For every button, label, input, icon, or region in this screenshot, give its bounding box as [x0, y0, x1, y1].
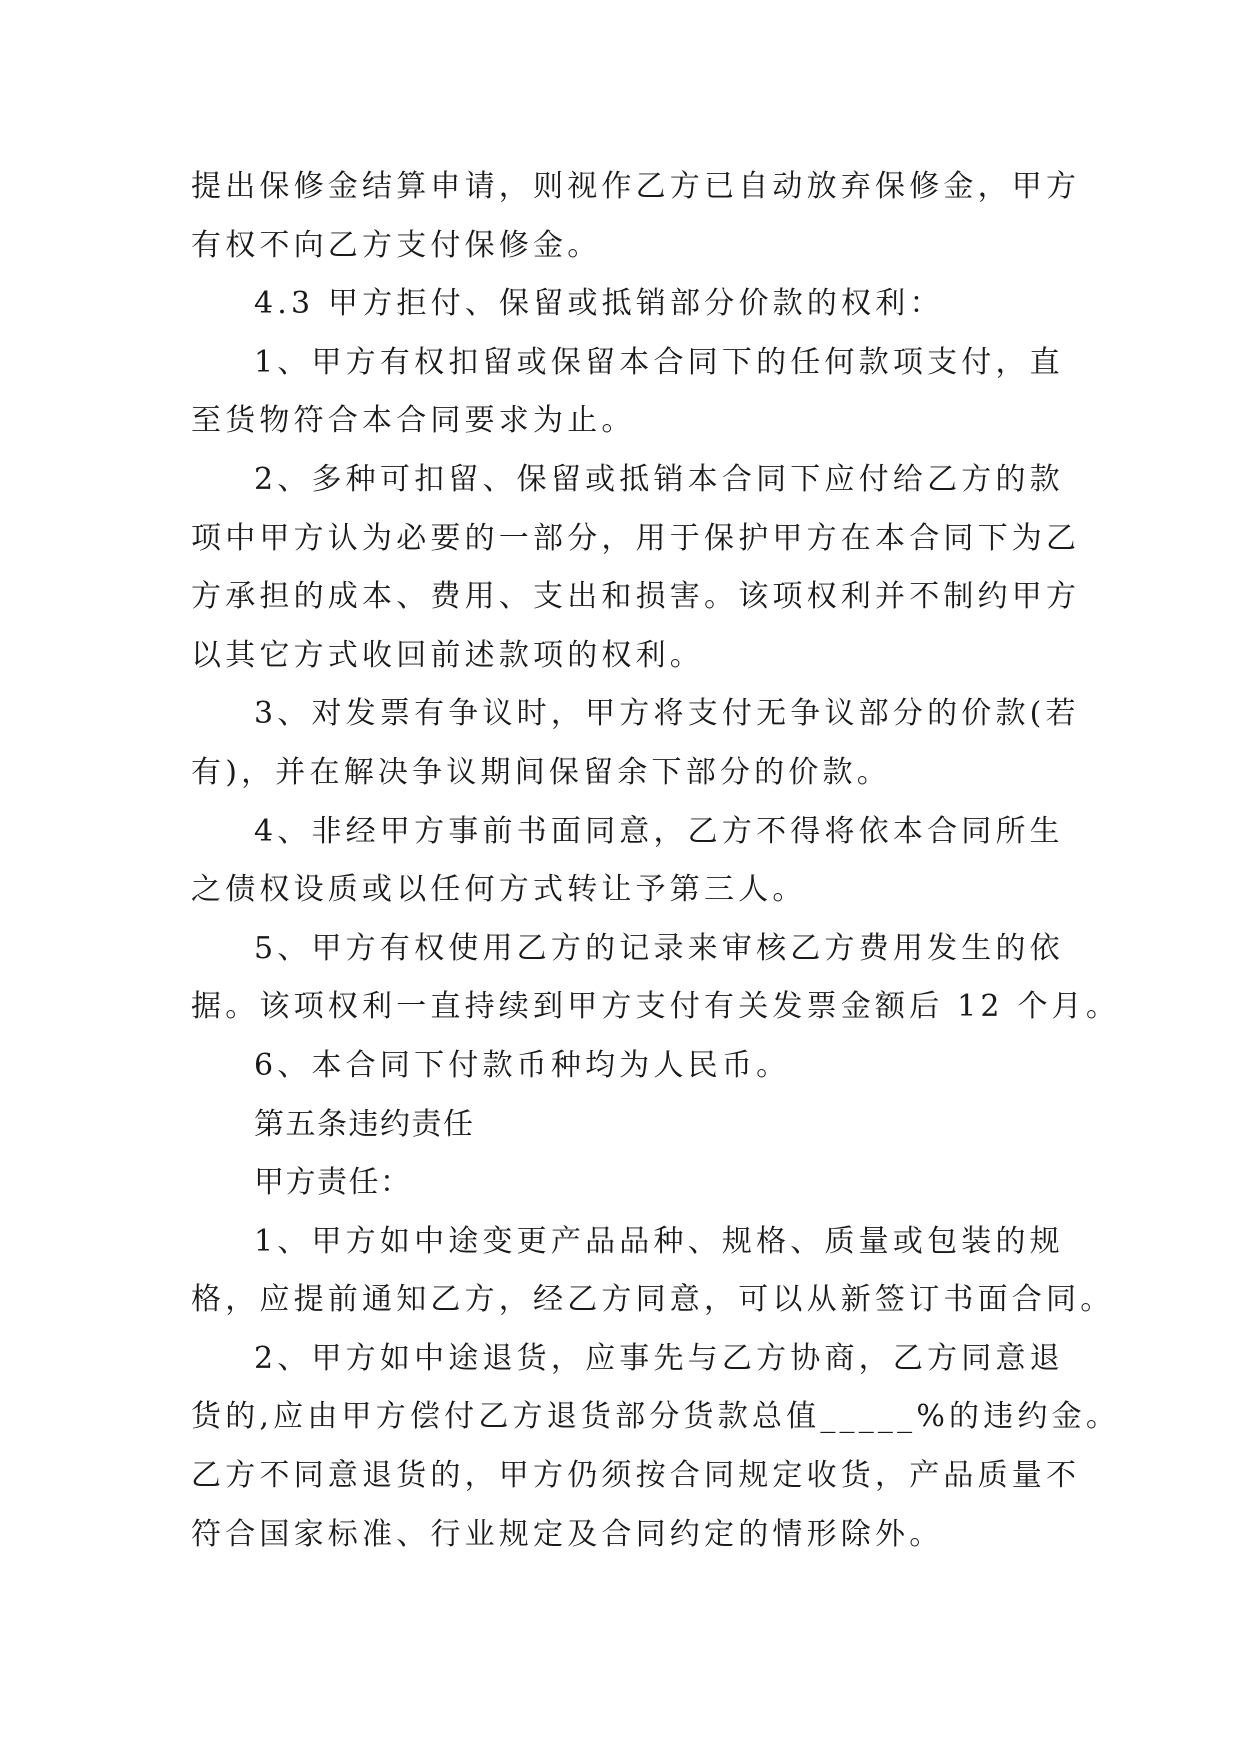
document-body — [191, 158, 1121, 1564]
section-title-4-3: 4.3 甲方拒付、保留或抵销部分价款的权利： — [254, 286, 944, 322]
clause-3-line: 有)，并在解决争议期间保留余下部分的价款。 — [191, 754, 891, 790]
clause-2-line: 项中甲方认为必要的一部分，用于保护甲方在本合同下为乙 — [191, 520, 1081, 556]
liability-1-line: 格，应提前通知乙方，经乙方同意，可以从新签订书面合同。 — [191, 1282, 1115, 1318]
clause-5-line: 据。该项权利一直持续到甲方支付有关发票金额后 12 个月。 — [191, 989, 1121, 1025]
clause-2-line: 以其它方式收回前述款项的权利。 — [191, 637, 704, 673]
clause-5-line: 5、甲方有权使用乙方的记录来审核乙方费用发生的依 — [254, 930, 1064, 966]
clause-1-line: 至货物符合本合同要求为止。 — [191, 403, 636, 439]
clause-4-line: 之债权设质或以任何方式转让予第三人。 — [191, 872, 807, 908]
article-5-heading: 第五条违约责任 — [254, 1106, 475, 1142]
liability-2-line: 乙方不同意退货的，甲方仍须按合同规定收货，产品质量不 — [191, 1458, 1081, 1494]
liability-2-line: 符合国家标准、行业规定及合同约定的情形除外。 — [191, 1516, 944, 1552]
liability-1-line: 1、甲方如中途变更产品品种、规格、质量或包装的规 — [254, 1223, 1064, 1259]
party-a-liability-heading: 甲方责任： — [254, 1165, 412, 1201]
clause-4-line: 4、非经甲方事前书面同意，乙方不得将依本合同所生 — [254, 813, 1064, 849]
paragraph-line: 提出保修金结算申请，则视作乙方已自动放弃保修金，甲方 — [191, 169, 1081, 204]
paragraph-line: 有权不向乙方支付保修金。 — [191, 227, 602, 263]
clause-6-line: 6、本合同下付款币种均为人民币。 — [254, 1047, 791, 1083]
clause-2-line: 方承担的成本、费用、支出和损害。该项权利并不制约甲方 — [191, 579, 1081, 615]
liability-2-line: 货的,应由甲方偿付乙方退货部分货款总值_____%的违约金。 — [191, 1399, 1121, 1435]
clause-3-line: 3、对发票有争议时，甲方将支付无争议部分的价款(若 — [254, 696, 1080, 732]
clause-1-line: 1、甲方有权扣留或保留本合同下的任何款项支付，直 — [254, 344, 1064, 380]
liability-2-line: 2、甲方如中途退货，应事先与乙方协商，乙方同意退 — [254, 1340, 1064, 1376]
clause-2-line: 2、多种可扣留、保留或抵销本合同下应付给乙方的款 — [254, 461, 1064, 497]
